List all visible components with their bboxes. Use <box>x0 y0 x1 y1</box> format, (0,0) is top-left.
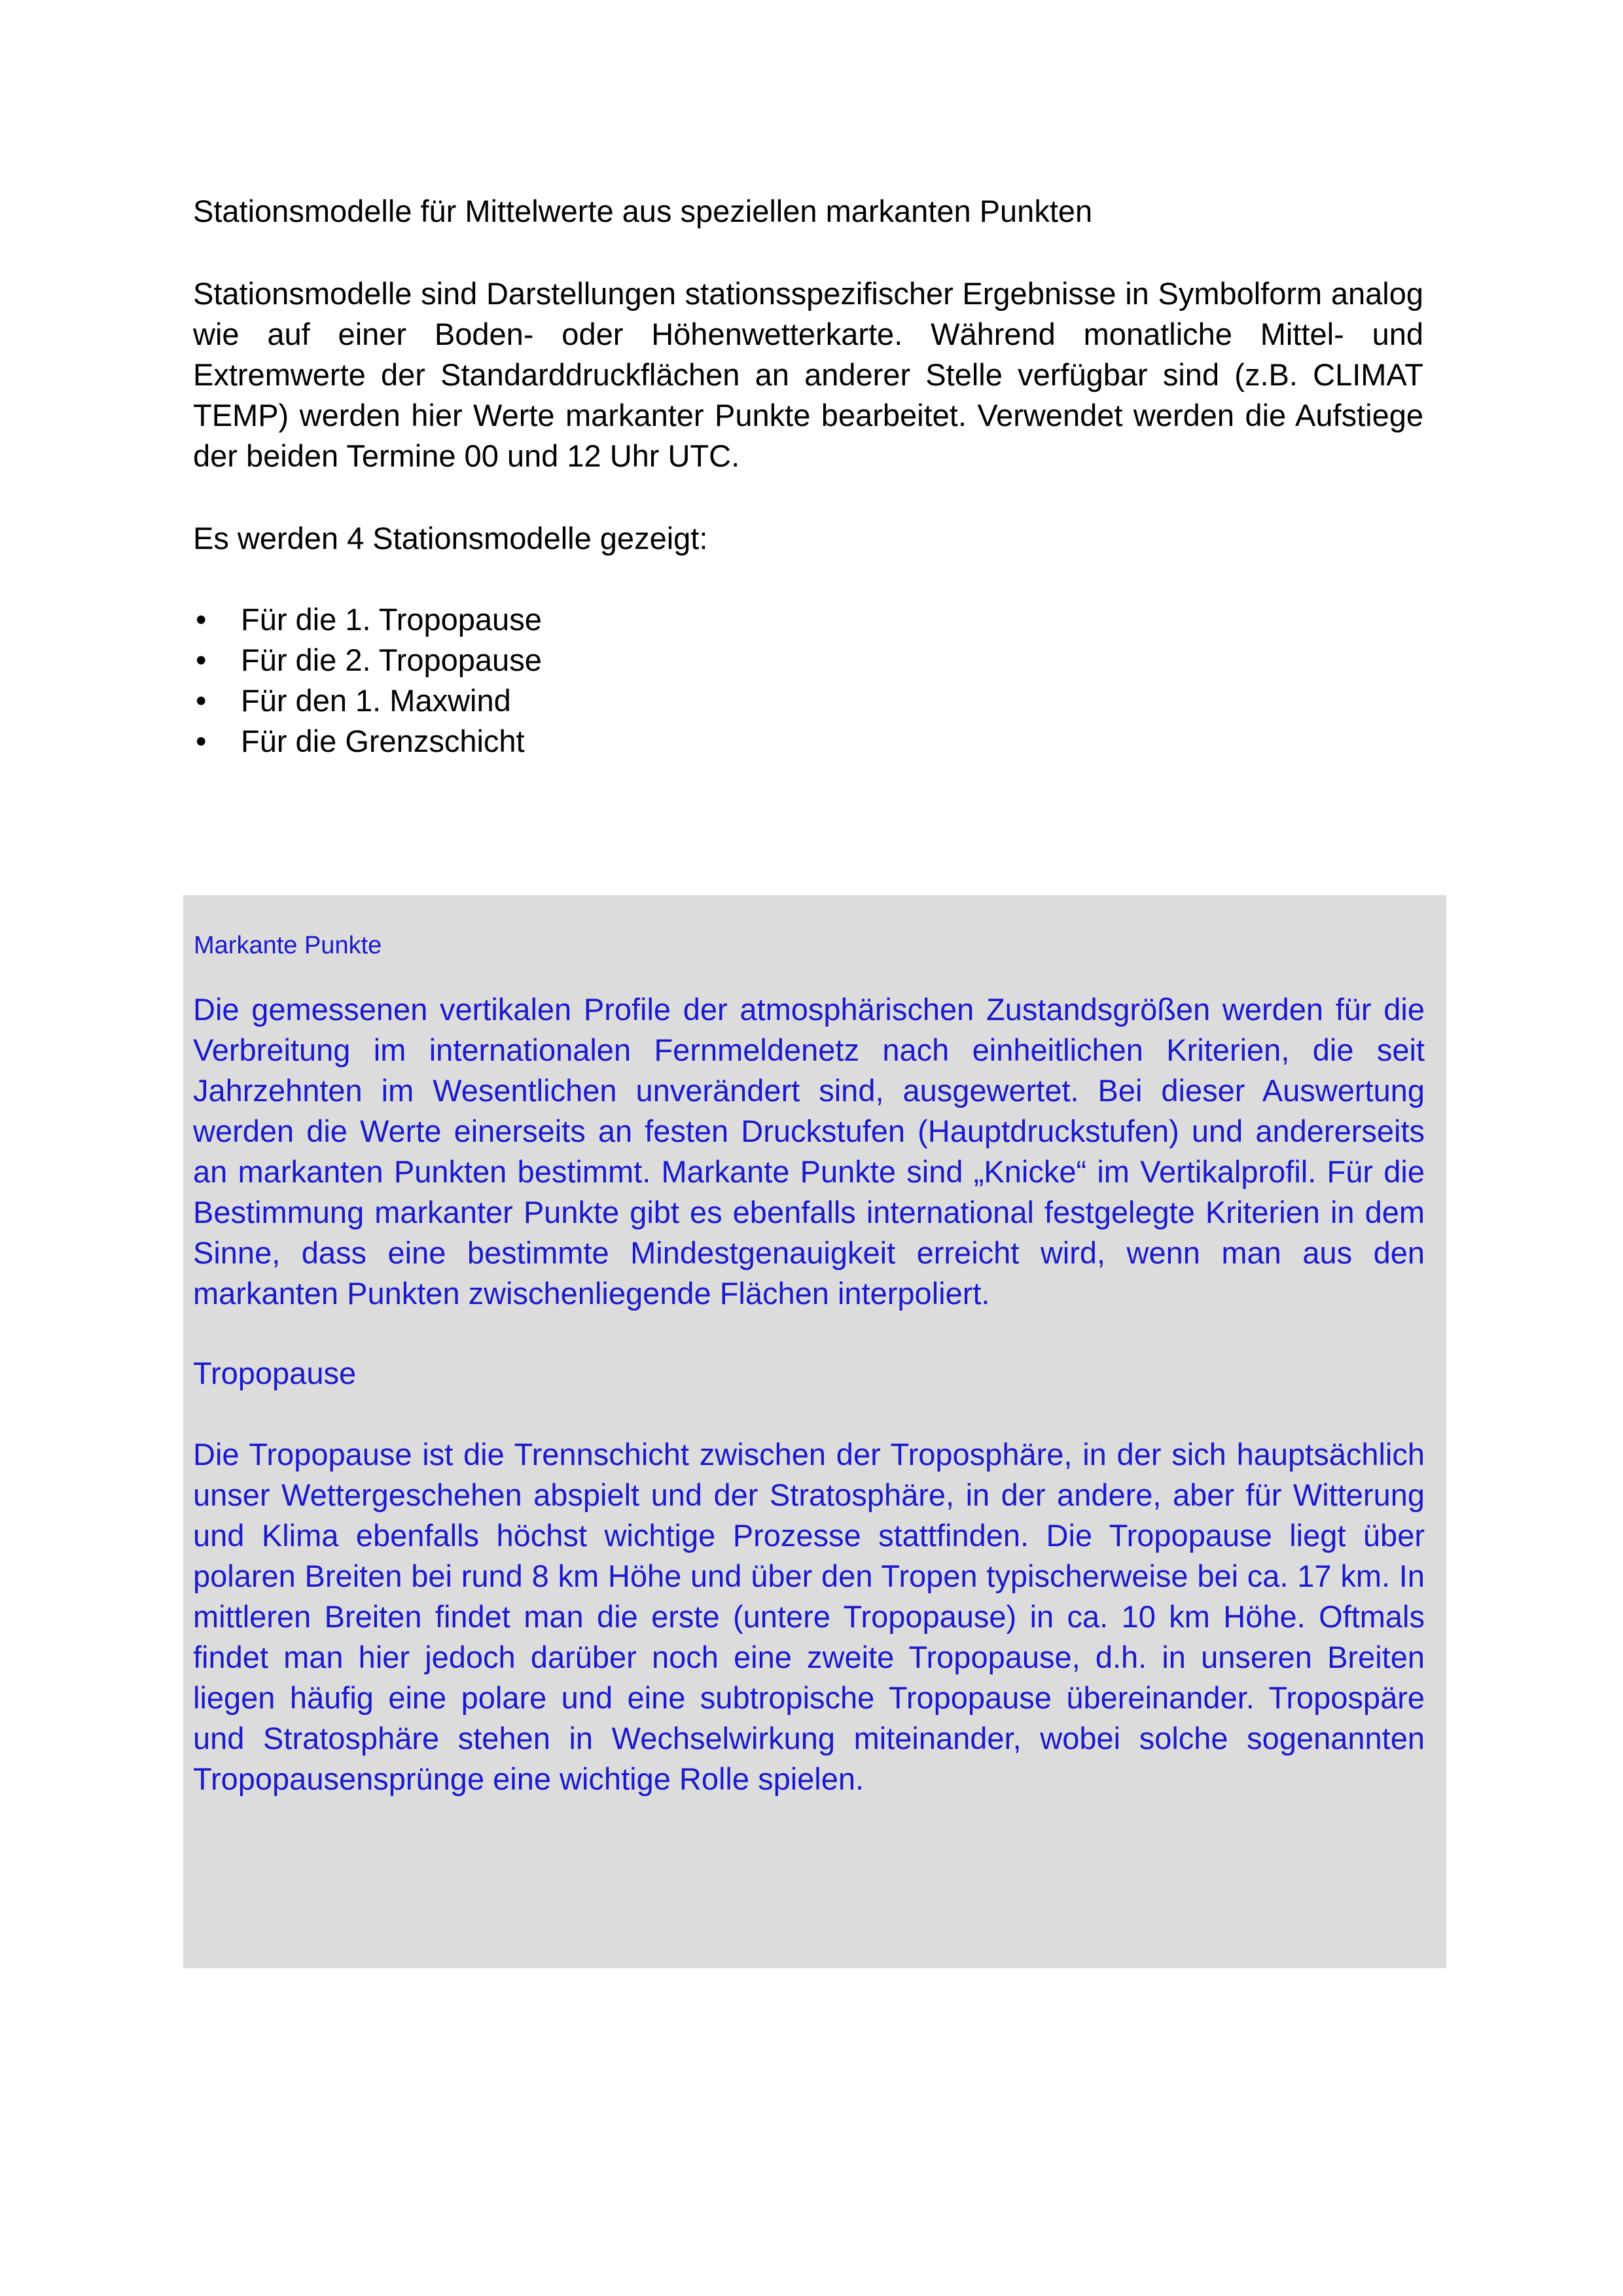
info-box-label: Markante Punkte <box>194 932 382 959</box>
list-item <box>193 680 1423 721</box>
list-item <box>193 640 1423 680</box>
tropopause-paragraph: Die Tropopause ist die Trennschicht zwischen der Troposphäre, in der sich hauptsächlich unser Wettergeschehen abspielt und der Stratosphäre, in der andere, aber für Witterung und Klima ebenfalls höchst wichtige Prozesse stattfinden. Die Tropopause liegt über polaren Breiten bei rund 8 km Höhe und über den Tropen typischerweise bei ca. 17 km. In mittleren Breiten findet man die erste (untere Tropopause) in ca. 10 km Höhe. Oftmals findet man hier jedoch darüber noch eine zweite Tropopause, d.h. in unseren Breiten liegen häufig eine polare und eine subtropische Tropopause übereinander. Tropospäre und Stratosphäre stehen in Wechselwirkung miteinander, wobei solche sogenannten Tropopausensprünge eine wichtige Rolle spielen. <box>193 1437 1425 1796</box>
document-title: Stationsmodelle für Mittelwerte aus speziellen markanten Punkten <box>193 194 1093 228</box>
bullet-icon: • <box>196 602 207 637</box>
info-box <box>183 895 1446 1968</box>
stationsmodelle-list <box>193 599 1423 762</box>
bullet-icon: • <box>196 683 207 718</box>
tropopause-heading: Tropopause <box>193 1356 357 1390</box>
list-item-text: Für den 1. Maxwind <box>241 683 511 718</box>
list-item <box>193 599 1423 640</box>
list-item <box>193 721 1423 762</box>
list-lead-text: Es werden 4 Stationsmodelle gezeigt: <box>193 521 708 556</box>
list-item-text: Für die Grenzschicht <box>241 724 525 758</box>
list-item-text: Für die 1. Tropopause <box>241 602 542 637</box>
markante-punkte-paragraph: Die gemessenen vertikalen Profile der atmosphärischen Zustandsgrößen werden für die Verbreitung im internationalen Fernmeldenetz nach einheitlichen Kriterien, die seit Jahrzehnten im Wesentlichen unverändert sind, ausgewertet. Bei dieser Auswertung werden die Werte einerseits an festen Druckstufen (Hauptdruckstufen) und andererseits an markanten Punkten bestimmt. Markante Punkte sind „Knicke“ im Vertikalprofil. Für die Bestimmung markanter Punkte gibt es ebenfalls international festgelegte Kriterien in dem Sinne, dass eine bestimmte Mindestgenauigkeit erreicht wird, wenn man aus den markanten Punkten zwischenliegende Flächen interpoliert. <box>193 992 1425 1311</box>
bullet-icon: • <box>196 643 207 677</box>
list-item-text: Für die 2. Tropopause <box>241 643 542 677</box>
bullet-icon: • <box>196 724 207 758</box>
intro-paragraph: Stationsmodelle sind Darstellungen stationsspezifischer Ergebnisse in Symbolform analog wie auf einer Boden- oder Höhenwetterkarte. Während monatliche Mittel- und Extremwerte der Standarddruckflächen an anderer Stelle verfügbar sind (z.B. CLIMAT TEMP) werden hier Werte markanter Punkte bearbeitet. Verwendet werden die Aufstiege der beiden Termine 00 und 12 Uhr UTC. <box>193 276 1423 473</box>
